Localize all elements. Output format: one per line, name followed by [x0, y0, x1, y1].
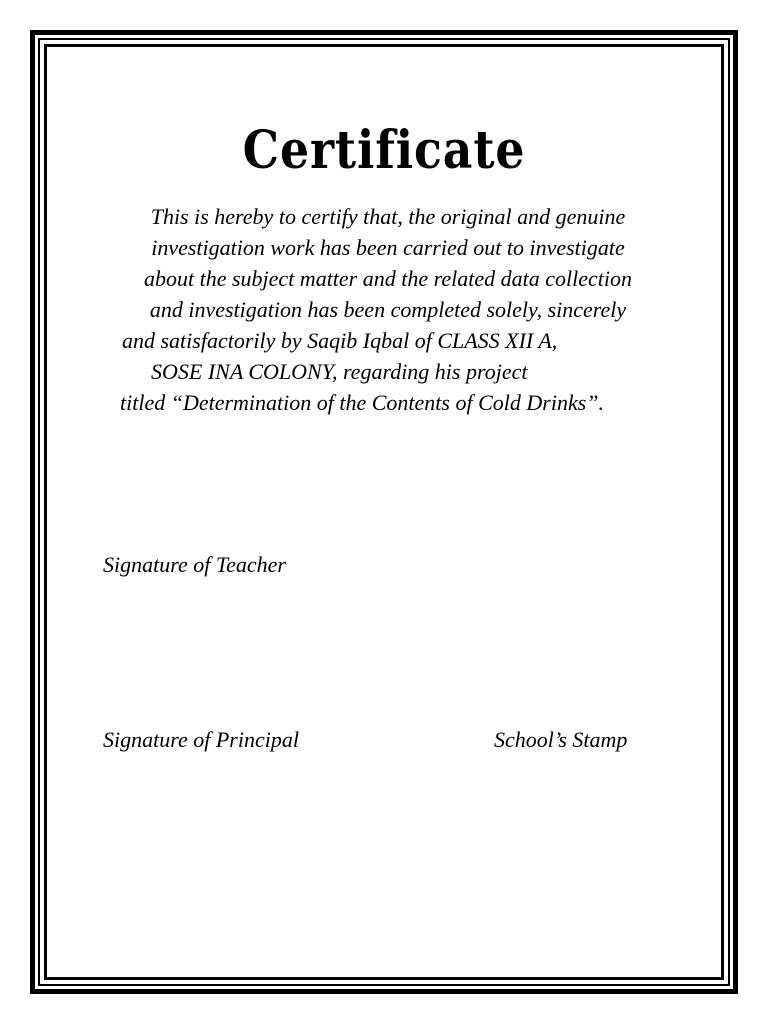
certificate-title: Certificate	[242, 120, 526, 181]
teacher-signature-label: Signature of Teacher	[103, 552, 286, 577]
certificate-body-line: investigation work has been carried out to investigate	[151, 235, 625, 260]
certificate-body-line: and satisfactorily by Saqib Iqbal of CLASS XII A,	[122, 328, 558, 353]
certificate-body-line: titled “Determination of the Contents of Cold Drinks”.	[120, 390, 604, 415]
certificate-body-line: about the subject matter and the related data collection	[144, 266, 632, 291]
certificate-body-line: This is hereby to certify that, the original and genuine	[150, 204, 626, 229]
school-stamp-label: School’s Stamp	[494, 727, 628, 752]
certificate-body-line: and investigation has been completed solely, sincerely	[149, 297, 627, 322]
certificate-body-line: SOSE INA COLONY, regarding his project	[151, 359, 528, 384]
certificate-border-inner	[44, 44, 724, 980]
principal-signature-label: Signature of Principal	[103, 727, 299, 752]
